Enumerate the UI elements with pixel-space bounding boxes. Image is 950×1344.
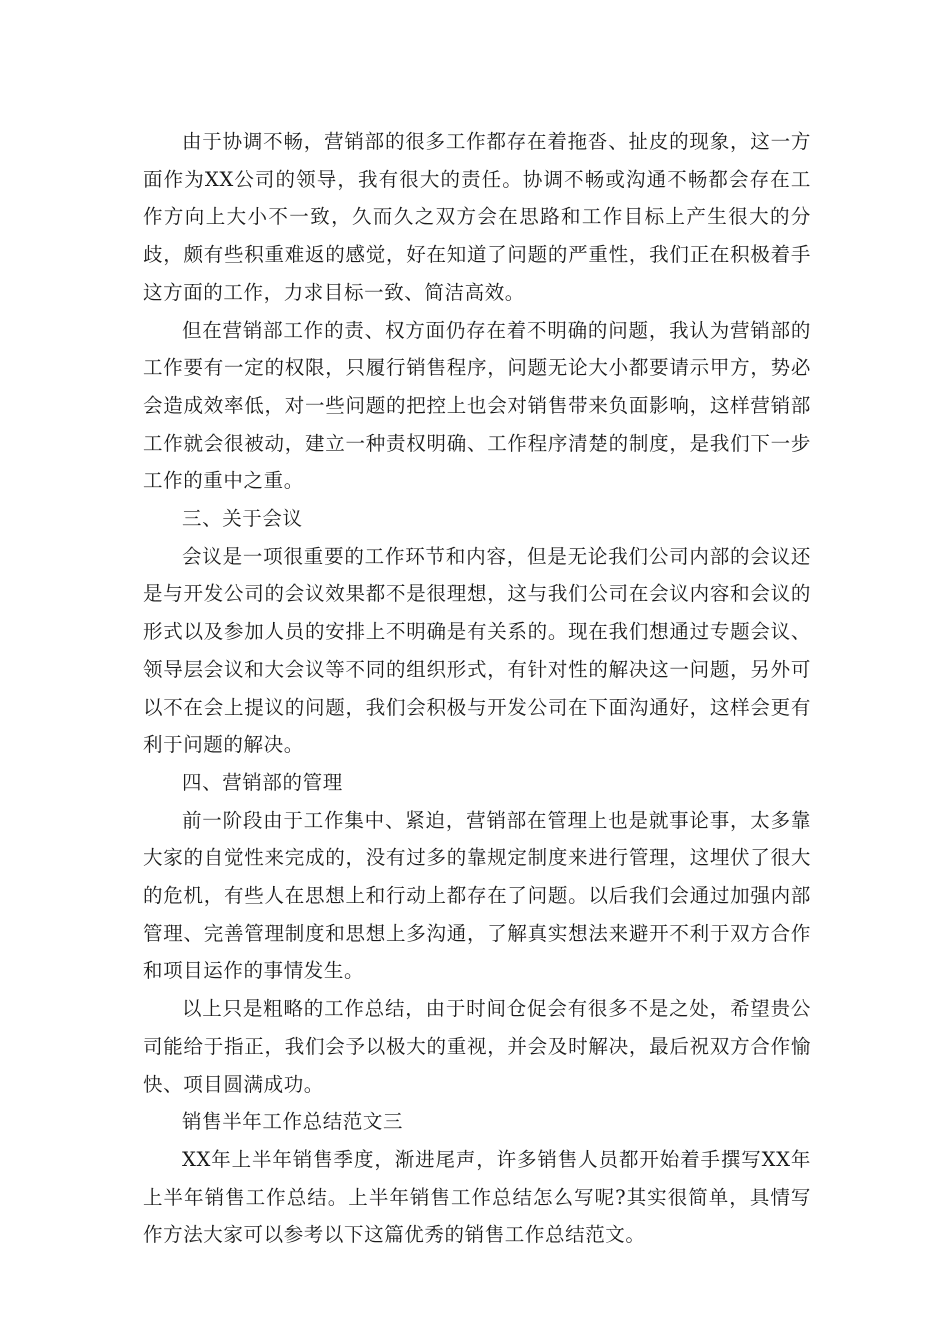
paragraph-intro-sample-three: XX年上半年销售季度，渐进尾声，许多销售人员都开始着手撰写XX年上半年销售工作总结。上半年销售工作总结怎么写呢?其实很简单，具情写作方法大家可以参考以下这篇优秀的销售工作总结范文。 [143, 1147, 811, 1247]
article-title-sample-three: 销售半年工作总结范文三 [182, 1110, 404, 1134]
paragraph-coordination: 由于协调不畅，营销部的很多工作都存在着拖沓、扯皮的现象，这一方面作为XX公司的领导，我有很大的责任。协调不畅或沟通不畅都会存在工作方向上大小不一致，久而久之双方会在思路和工作目标上产生很大的分歧，颇有些积重难返的感觉，好在知道了问题的严重性，我们正在积极着手这方面的工作，力求目标一致、简洁高效。 [143, 130, 811, 304]
section-heading-management: 四、营销部的管理 [182, 770, 343, 794]
paragraph-meetings: 会议是一项很重要的工作环节和内容，但是无论我们公司内部的会议还是与开发公司的会议效果都不是很理想，这与我们公司在会议内容和会议的形式以及参加人员的安排上不明确是有关系的。现在我们想通过专题会议、领导层会议和大会议等不同的组织形式，有针对性的解决这一问题，另外可以不在会上提议的问题，我们会积极与开发公司在下面沟通好，这样会更有利于问题的解决。 [143, 544, 811, 757]
paragraph-management: 前一阶段由于工作集中、紧迫，营销部在管理上也是就事论事，太多靠大家的自觉性来完成的，没有过多的靠规定制度来进行管理，这埋伏了很大的危机，有些人在思想上和行动上都存在了问题。以后我们会通过加强内部管理、完善管理制度和思想上多沟通，了解真实想法来避开不利于双方合作和项目运作的事情发生。 [143, 808, 811, 983]
paragraph-closing: 以上只是粗略的工作总结，由于时间仓促会有很多不是之处，希望贵公司能给于指正，我们会予以极大的重视，并会及时解决，最后祝双方合作愉快、项目圆满成功。 [143, 997, 811, 1096]
document-body [143, 123, 811, 1254]
paragraph-authority: 但在营销部工作的责、权方面仍存在着不明确的问题，我认为营销部的工作要有一定的权限，只履行销售程序，问题无论大小都要请示甲方，势必会造成效率低，对一些问题的把控上也会对销售带来负面影响，这样营销部工作就会很被动，建立一种责权明确、工作程序清楚的制度，是我们下一步工作的重中之重。 [143, 318, 811, 493]
section-heading-meetings: 三、关于会议 [182, 507, 303, 531]
